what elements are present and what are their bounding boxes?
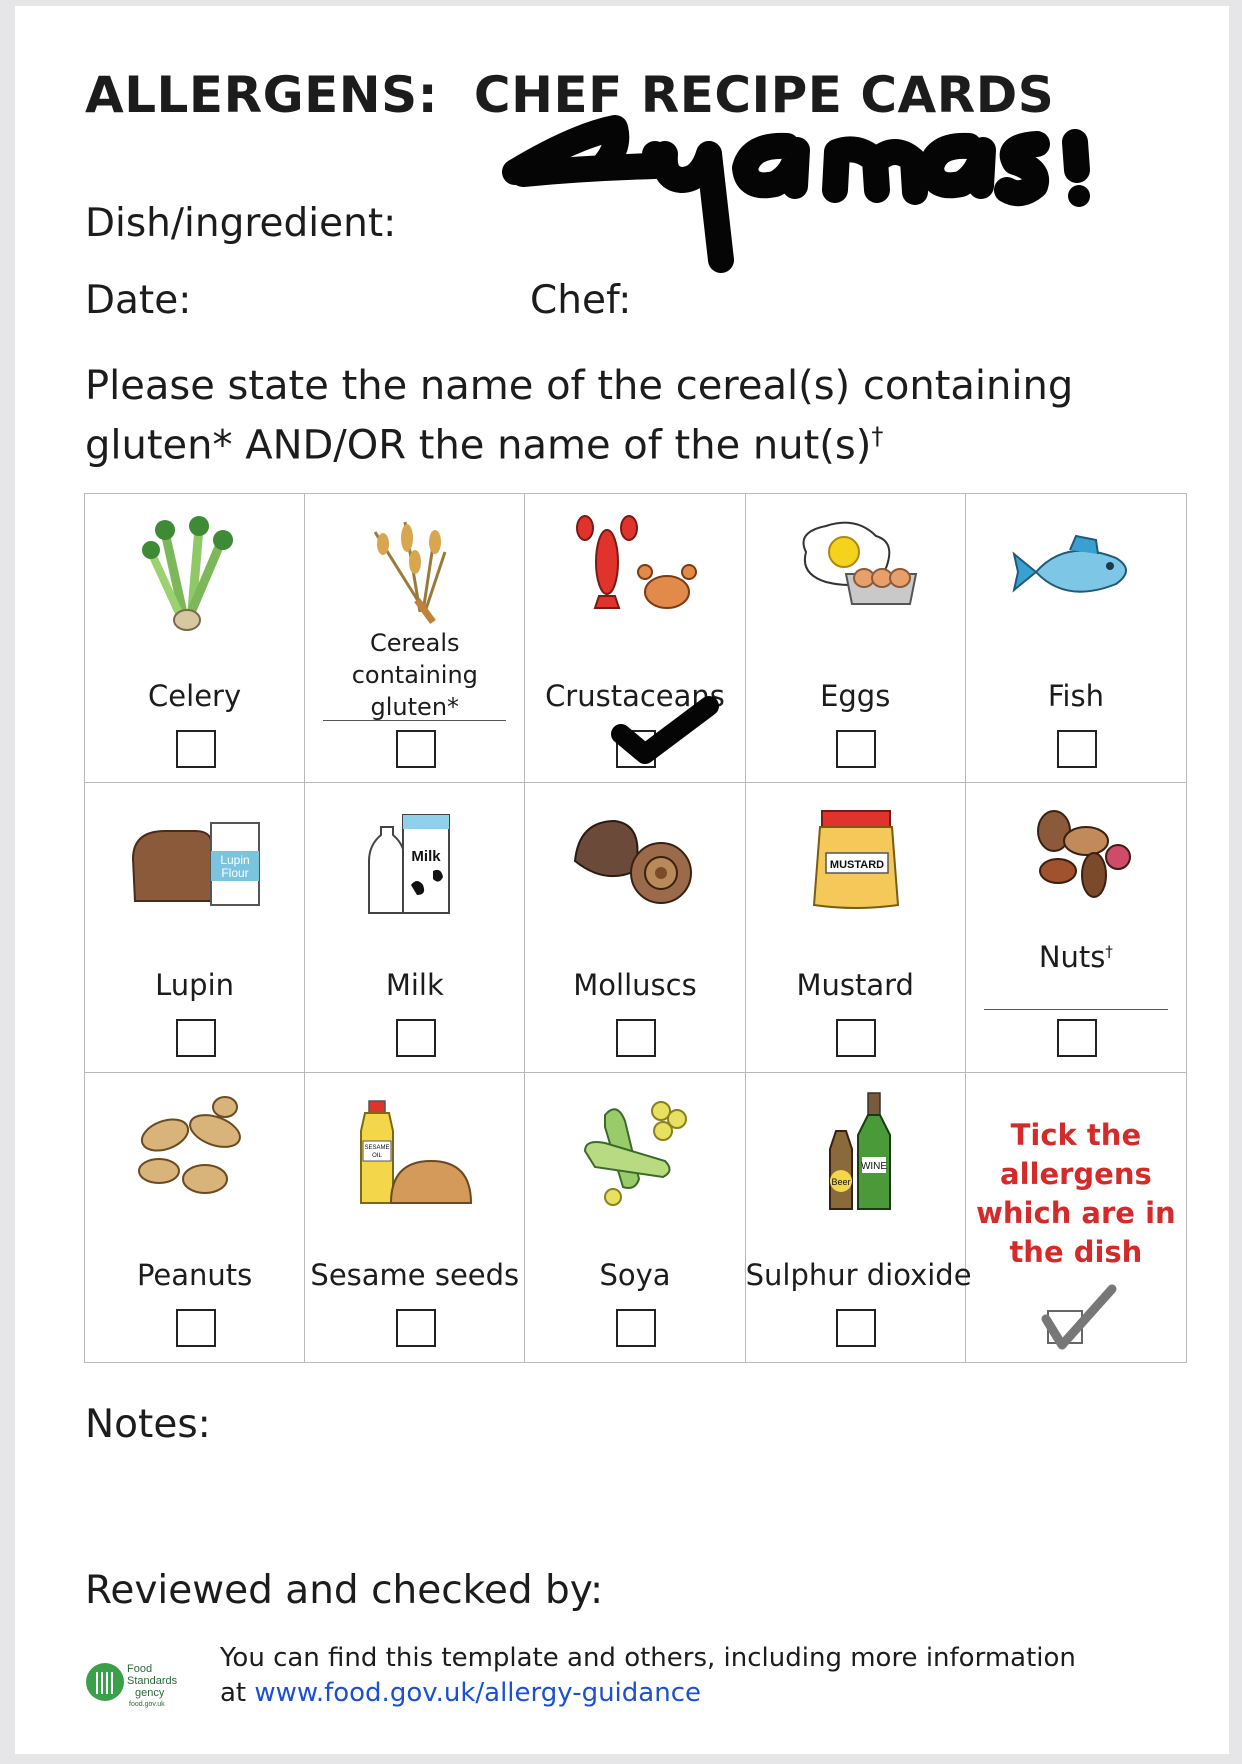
- svg-text:Beer: Beer: [831, 1176, 851, 1187]
- allergen-cell-nuts: [966, 783, 1186, 1072]
- allergen-checkbox-nuts[interactable]: [1057, 1019, 1097, 1057]
- allergen-label: Nuts†: [1038, 940, 1113, 975]
- allergen-cell-eggs: [746, 494, 966, 783]
- notes-label: Notes:: [85, 1402, 211, 1447]
- fish-icon: [1006, 512, 1146, 632]
- allergen-checkbox-fish[interactable]: [1057, 730, 1097, 768]
- allergen-cell-fish: [966, 494, 1186, 783]
- allergen-label: Molluscs: [573, 968, 697, 1003]
- instructions: [85, 361, 1085, 470]
- handwritten-dish-name: [495, 106, 1242, 296]
- allergen-checkbox-sesame[interactable]: [396, 1309, 436, 1347]
- sulphur-dioxide-icon: [786, 1091, 926, 1211]
- page-title: ALLERGENS: CHEF RECIPE CARDS: [85, 66, 1055, 124]
- wheat-icon: [345, 512, 485, 632]
- allergen-label: Milk: [385, 968, 444, 1003]
- allergen-checkbox-eggs[interactable]: [836, 730, 876, 768]
- tick-instruction-cell: [966, 1073, 1186, 1362]
- svg-text:SESAME: SESAME: [364, 1144, 390, 1151]
- handwritten-checkmark-icon: [605, 694, 725, 766]
- allergen-label: Eggs: [820, 679, 891, 713]
- allergen-checkbox-molluscs[interactable]: [616, 1019, 656, 1057]
- nut-name-line[interactable]: [984, 1009, 1168, 1010]
- dagger-mark: †: [871, 422, 884, 450]
- allergen-label: Sulphur dioxide: [745, 1257, 972, 1292]
- allergen-cell-sulphur-dioxide: [745, 1073, 972, 1362]
- allergen-cell-peanuts: [85, 1073, 305, 1362]
- footer-text: [220, 1641, 1076, 1711]
- reviewed-label: Reviewed and checked by:: [85, 1568, 604, 1613]
- allergen-label: Sesame seeds: [310, 1257, 520, 1292]
- tick-instruction-text: Tick the allergens which are in the dish: [976, 1117, 1176, 1269]
- svg-text:Food: Food: [127, 1663, 153, 1675]
- allergen-label: Soya: [599, 1257, 671, 1292]
- eggs-icon: [786, 512, 926, 632]
- allergen-checkbox-milk[interactable]: [396, 1019, 436, 1057]
- allergen-cell-celery: [85, 494, 305, 783]
- allergen-checkbox-cereals[interactable]: [396, 730, 436, 768]
- example-checkmark-icon: [1036, 1283, 1126, 1353]
- allergen-label: Mustard: [796, 968, 914, 1003]
- svg-text:WINE: WINE: [860, 1160, 887, 1172]
- allergen-cell-lupin: [85, 783, 305, 1072]
- allergen-checkbox-peanuts[interactable]: [176, 1309, 216, 1347]
- svg-text:Standards: Standards: [127, 1675, 178, 1687]
- mustard-icon: [786, 801, 926, 921]
- molluscs-icon: [565, 801, 705, 921]
- soya-icon: [565, 1091, 705, 1211]
- allergen-cell-sesame: [305, 1073, 525, 1362]
- allergen-label: Cereals containing gluten*: [351, 629, 478, 721]
- date-label: Date:: [85, 278, 192, 323]
- instruction-line-1: Please state the name of the cereal(s) containing: [85, 363, 1074, 409]
- allergen-checkbox-sulphur-dioxide[interactable]: [836, 1309, 876, 1347]
- allergen-cell-soya: [525, 1073, 745, 1362]
- svg-text:gency: gency: [135, 1687, 165, 1699]
- allergen-checkbox-mustard[interactable]: [836, 1019, 876, 1057]
- allergy-guidance-link[interactable]: www.food.gov.uk/allergy-guidance: [254, 1678, 701, 1708]
- svg-text:Milk: Milk: [411, 848, 441, 866]
- allergen-cell-cereals: [305, 494, 525, 783]
- cereal-name-line[interactable]: [323, 720, 506, 721]
- svg-text:food.gov.uk: food.gov.uk: [129, 1701, 165, 1708]
- allergen-checkbox-soya[interactable]: [616, 1309, 656, 1347]
- instruction-line-2: gluten* AND/OR the name of the nut(s): [85, 422, 872, 469]
- svg-text:Flour: Flour: [221, 866, 249, 881]
- allergen-checkbox-celery[interactable]: [176, 730, 216, 768]
- allergen-label: Celery: [148, 679, 242, 713]
- sesame-icon: [345, 1091, 485, 1211]
- allergen-label: Lupin: [155, 968, 235, 1003]
- svg-text:Lupin: Lupin: [220, 853, 250, 868]
- dish-label: Dish/ingredient:: [85, 201, 397, 246]
- allergen-cell-milk: [305, 783, 525, 1072]
- allergen-checkbox-lupin[interactable]: [176, 1019, 216, 1057]
- allergen-cell-mustard: [746, 783, 966, 1072]
- lupin-icon: [125, 801, 265, 921]
- peanuts-icon: [125, 1091, 265, 1211]
- celery-icon: [125, 512, 265, 632]
- allergen-grid: [84, 493, 1187, 1363]
- footer-prefix: at: [220, 1678, 255, 1708]
- chef-label: Chef:: [530, 278, 632, 323]
- allergen-cell-molluscs: [525, 783, 745, 1072]
- crustaceans-icon: [565, 512, 705, 632]
- milk-icon: [345, 801, 485, 921]
- allergen-label: Fish: [1047, 679, 1104, 713]
- recipe-card-page: [15, 6, 1229, 1754]
- nuts-icon: [1006, 801, 1146, 921]
- allergen-label: Crustaceans: [545, 679, 725, 713]
- footer-line-1: You can find this template and others, including more information: [220, 1643, 1076, 1673]
- food-standards-agency-logo: [83, 1660, 193, 1718]
- svg-text:MUSTARD: MUSTARD: [829, 859, 884, 872]
- svg-text:OIL: OIL: [372, 1152, 383, 1159]
- allergen-label: Peanuts: [136, 1257, 253, 1292]
